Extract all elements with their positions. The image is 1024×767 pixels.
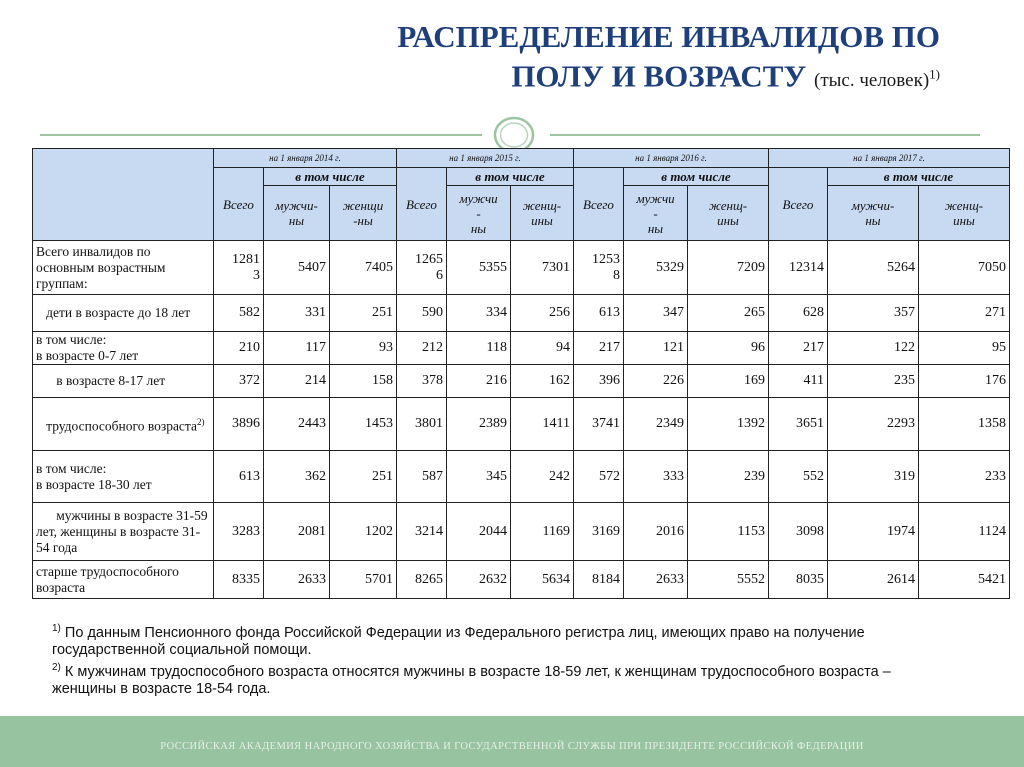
table-cell: 1358 (919, 398, 1010, 451)
table-cell: 1281 3 (214, 241, 264, 295)
table-cell: 7050 (919, 241, 1010, 295)
table-cell: 347 (624, 295, 688, 332)
table-cell: 582 (214, 295, 264, 332)
table-cell: 162 (511, 365, 574, 398)
table-row (33, 398, 1010, 451)
table-cell: 1974 (828, 503, 919, 561)
table-cell: 271 (919, 295, 1010, 332)
table-cell: 5552 (688, 561, 769, 599)
table-cell: 345 (447, 451, 511, 503)
table-row (33, 241, 1010, 295)
table-cell: 628 (769, 295, 828, 332)
table-cell: 411 (769, 365, 828, 398)
table-cell: 210 (214, 332, 264, 365)
table-cell: 216 (447, 365, 511, 398)
row-label-note: 2) (197, 416, 205, 427)
table-row (33, 365, 1010, 398)
row-label (33, 561, 214, 599)
table-cell: 118 (447, 332, 511, 365)
table-cell: 552 (769, 451, 828, 503)
header-year-2016: на 1 января 2016 г. (574, 149, 769, 168)
footer-bar (0, 716, 1024, 767)
slide-title (300, 18, 940, 100)
row-label-text: в том числе: в возрасте 18-30 лет (36, 460, 152, 492)
header-including-2017: в том числе (828, 168, 1010, 186)
header-including-2016: в том числе (624, 168, 769, 186)
title-line-2 (300, 56, 940, 100)
table-cell: 8184 (574, 561, 624, 599)
table-cell: 587 (397, 451, 447, 503)
footnote-1-mark: 1) (52, 623, 61, 634)
table-cell: 3214 (397, 503, 447, 561)
header-total-2015: Всего (397, 168, 447, 241)
row-label-text: мужчины в возрасте 31-59 лет, женщины в возрасте 31-54 года (36, 507, 212, 555)
table-cell: 212 (397, 332, 447, 365)
table-cell: 2633 (264, 561, 330, 599)
footnote-2-text: К мужчинам трудоспособного возраста относятся мужчины в возрасте 18-59 лет, к женщинам трудоспособного возраста – женщины в возрасте 18-54 года. (52, 663, 891, 697)
table-row (33, 451, 1010, 503)
table-cell: 590 (397, 295, 447, 332)
table-cell: 3283 (214, 503, 264, 561)
table-cell: 226 (624, 365, 688, 398)
table-cell: 372 (214, 365, 264, 398)
header-total-2016: Всего (574, 168, 624, 241)
table-cell: 214 (264, 365, 330, 398)
table-cell: 117 (264, 332, 330, 365)
header-women-2016: женщ- ины (688, 186, 769, 241)
table-cell: 158 (330, 365, 397, 398)
table-cell: 2443 (264, 398, 330, 451)
table-cell: 8265 (397, 561, 447, 599)
table-cell: 233 (919, 451, 1010, 503)
title-unit-note: 1) (929, 67, 940, 82)
header-row-years (33, 149, 1010, 168)
table-cell: 265 (688, 295, 769, 332)
table-cell: 357 (828, 295, 919, 332)
title-unit-text: (тыс. человек) (814, 70, 930, 92)
table-cell: 396 (574, 365, 624, 398)
row-label-text: Всего инвалидов по основным возрастным группам: (36, 243, 169, 291)
table-cell: 3741 (574, 398, 624, 451)
table-cell: 362 (264, 451, 330, 503)
table-cell: 2632 (447, 561, 511, 599)
table-cell: 5407 (264, 241, 330, 295)
table-cell: 331 (264, 295, 330, 332)
table-cell: 1153 (688, 503, 769, 561)
disability-table (32, 148, 1010, 599)
row-label (33, 503, 214, 561)
table-cell: 1124 (919, 503, 1010, 561)
row-label (33, 332, 214, 365)
row-label-text: трудоспособного возраста (36, 418, 197, 434)
table-cell: 96 (688, 332, 769, 365)
row-label-text: старше трудоспособного возраста (36, 563, 183, 595)
footnote-1 (52, 620, 952, 659)
header-men-2014: мужчи- ны (264, 186, 330, 241)
table-cell: 378 (397, 365, 447, 398)
footnotes (52, 620, 952, 698)
table-cell: 1453 (330, 398, 397, 451)
table-cell: 235 (828, 365, 919, 398)
table-cell: 94 (511, 332, 574, 365)
table-cell: 122 (828, 332, 919, 365)
table-cell: 1411 (511, 398, 574, 451)
footnote-2 (52, 659, 952, 698)
table-cell: 217 (574, 332, 624, 365)
table-cell: 2633 (624, 561, 688, 599)
header-men-2016: мужчи - ны (624, 186, 688, 241)
table-cell: 3169 (574, 503, 624, 561)
row-label-text: дети в возрасте до 18 лет (36, 305, 191, 320)
table-cell: 1265 6 (397, 241, 447, 295)
table-cell: 251 (330, 451, 397, 503)
divider-right (550, 134, 980, 136)
footnote-1-text: По данным Пенсионного фонда Российской Федерации из Федерального регистра лиц, имеющих право на получение государственной социальной помощи. (52, 624, 865, 658)
table-cell: 7405 (330, 241, 397, 295)
row-label (33, 241, 214, 295)
table-cell: 334 (447, 295, 511, 332)
table-cell: 2016 (624, 503, 688, 561)
table-cell: 8335 (214, 561, 264, 599)
title-line-2-text: ПОЛУ И ВОЗРАСТУ (511, 58, 807, 94)
row-label (33, 365, 214, 398)
table-cell: 1169 (511, 503, 574, 561)
table-cell: 2614 (828, 561, 919, 599)
row-label (33, 398, 214, 451)
table-cell: 3801 (397, 398, 447, 451)
table-cell: 2044 (447, 503, 511, 561)
table-cell: 572 (574, 451, 624, 503)
table-cell: 5355 (447, 241, 511, 295)
table-cell: 3651 (769, 398, 828, 451)
table-cell: 7209 (688, 241, 769, 295)
table-cell: 5264 (828, 241, 919, 295)
header-year-2017: на 1 января 2017 г. (769, 149, 1010, 168)
header-year-2015: на 1 января 2015 г. (397, 149, 574, 168)
table-cell: 3098 (769, 503, 828, 561)
table-row (33, 295, 1010, 332)
footer-text: РОССИЙСКАЯ АКАДЕМИЯ НАРОДНОГО ХОЗЯЙСТВА И ГОСУДАРСТВЕННОЙ СЛУЖБЫ ПРИ ПРЕЗИДЕНТЕ РОССИЙСКОЙ ФЕДЕРАЦИИ (160, 741, 864, 752)
table-cell: 242 (511, 451, 574, 503)
header-including-2015: в том числе (447, 168, 574, 186)
header-women-2014: женщи -ны (330, 186, 397, 241)
header-women-2015: женщ- ины (511, 186, 574, 241)
table-cell: 217 (769, 332, 828, 365)
footnote-2-mark: 2) (52, 661, 61, 673)
table-cell: 239 (688, 451, 769, 503)
header-women-2017: женщ- ины (919, 186, 1010, 241)
title-unit (814, 67, 940, 92)
header-men-2015: мужчи - ны (447, 186, 511, 241)
header-total-2014: Всего (214, 168, 264, 241)
row-label (33, 295, 214, 332)
table-cell: 319 (828, 451, 919, 503)
table-cell: 121 (624, 332, 688, 365)
table-cell: 176 (919, 365, 1010, 398)
table-cell: 613 (574, 295, 624, 332)
table-cell: 169 (688, 365, 769, 398)
table-cell: 333 (624, 451, 688, 503)
table-cell: 7301 (511, 241, 574, 295)
table-cell: 1392 (688, 398, 769, 451)
table-cell: 256 (511, 295, 574, 332)
table-cell: 2389 (447, 398, 511, 451)
title-line-1: РАСПРЕДЕЛЕНИЕ ИНВАЛИДОВ ПО (397, 19, 940, 54)
table-row (33, 332, 1010, 365)
table-cell: 5329 (624, 241, 688, 295)
table-body (33, 149, 1010, 599)
table-cell: 1202 (330, 503, 397, 561)
table-cell: 251 (330, 295, 397, 332)
table-cell: 8035 (769, 561, 828, 599)
header-total-2017: Всего (769, 168, 828, 241)
table-cell: 3896 (214, 398, 264, 451)
table-cell: 93 (330, 332, 397, 365)
header-including-2014: в том числе (264, 168, 397, 186)
header-men-2017: мужчи- ны (828, 186, 919, 241)
table-cell: 2293 (828, 398, 919, 451)
header-corner (33, 149, 214, 241)
table-cell: 5634 (511, 561, 574, 599)
divider-left (40, 134, 482, 136)
row-label (33, 451, 214, 503)
table-row (33, 503, 1010, 561)
table-cell: 2081 (264, 503, 330, 561)
table-row (33, 561, 1010, 599)
table-cell: 2349 (624, 398, 688, 451)
table-cell: 1253 8 (574, 241, 624, 295)
table-cell: 5421 (919, 561, 1010, 599)
table-cell: 613 (214, 451, 264, 503)
table-cell: 95 (919, 332, 1010, 365)
row-label-text: в том числе: в возрасте 0-7 лет (36, 332, 139, 363)
header-year-2014: на 1 января 2014 г. (214, 149, 397, 168)
table-cell: 12314 (769, 241, 828, 295)
table-cell: 5701 (330, 561, 397, 599)
row-label-text: в возрасте 8-17 лет (36, 373, 166, 388)
